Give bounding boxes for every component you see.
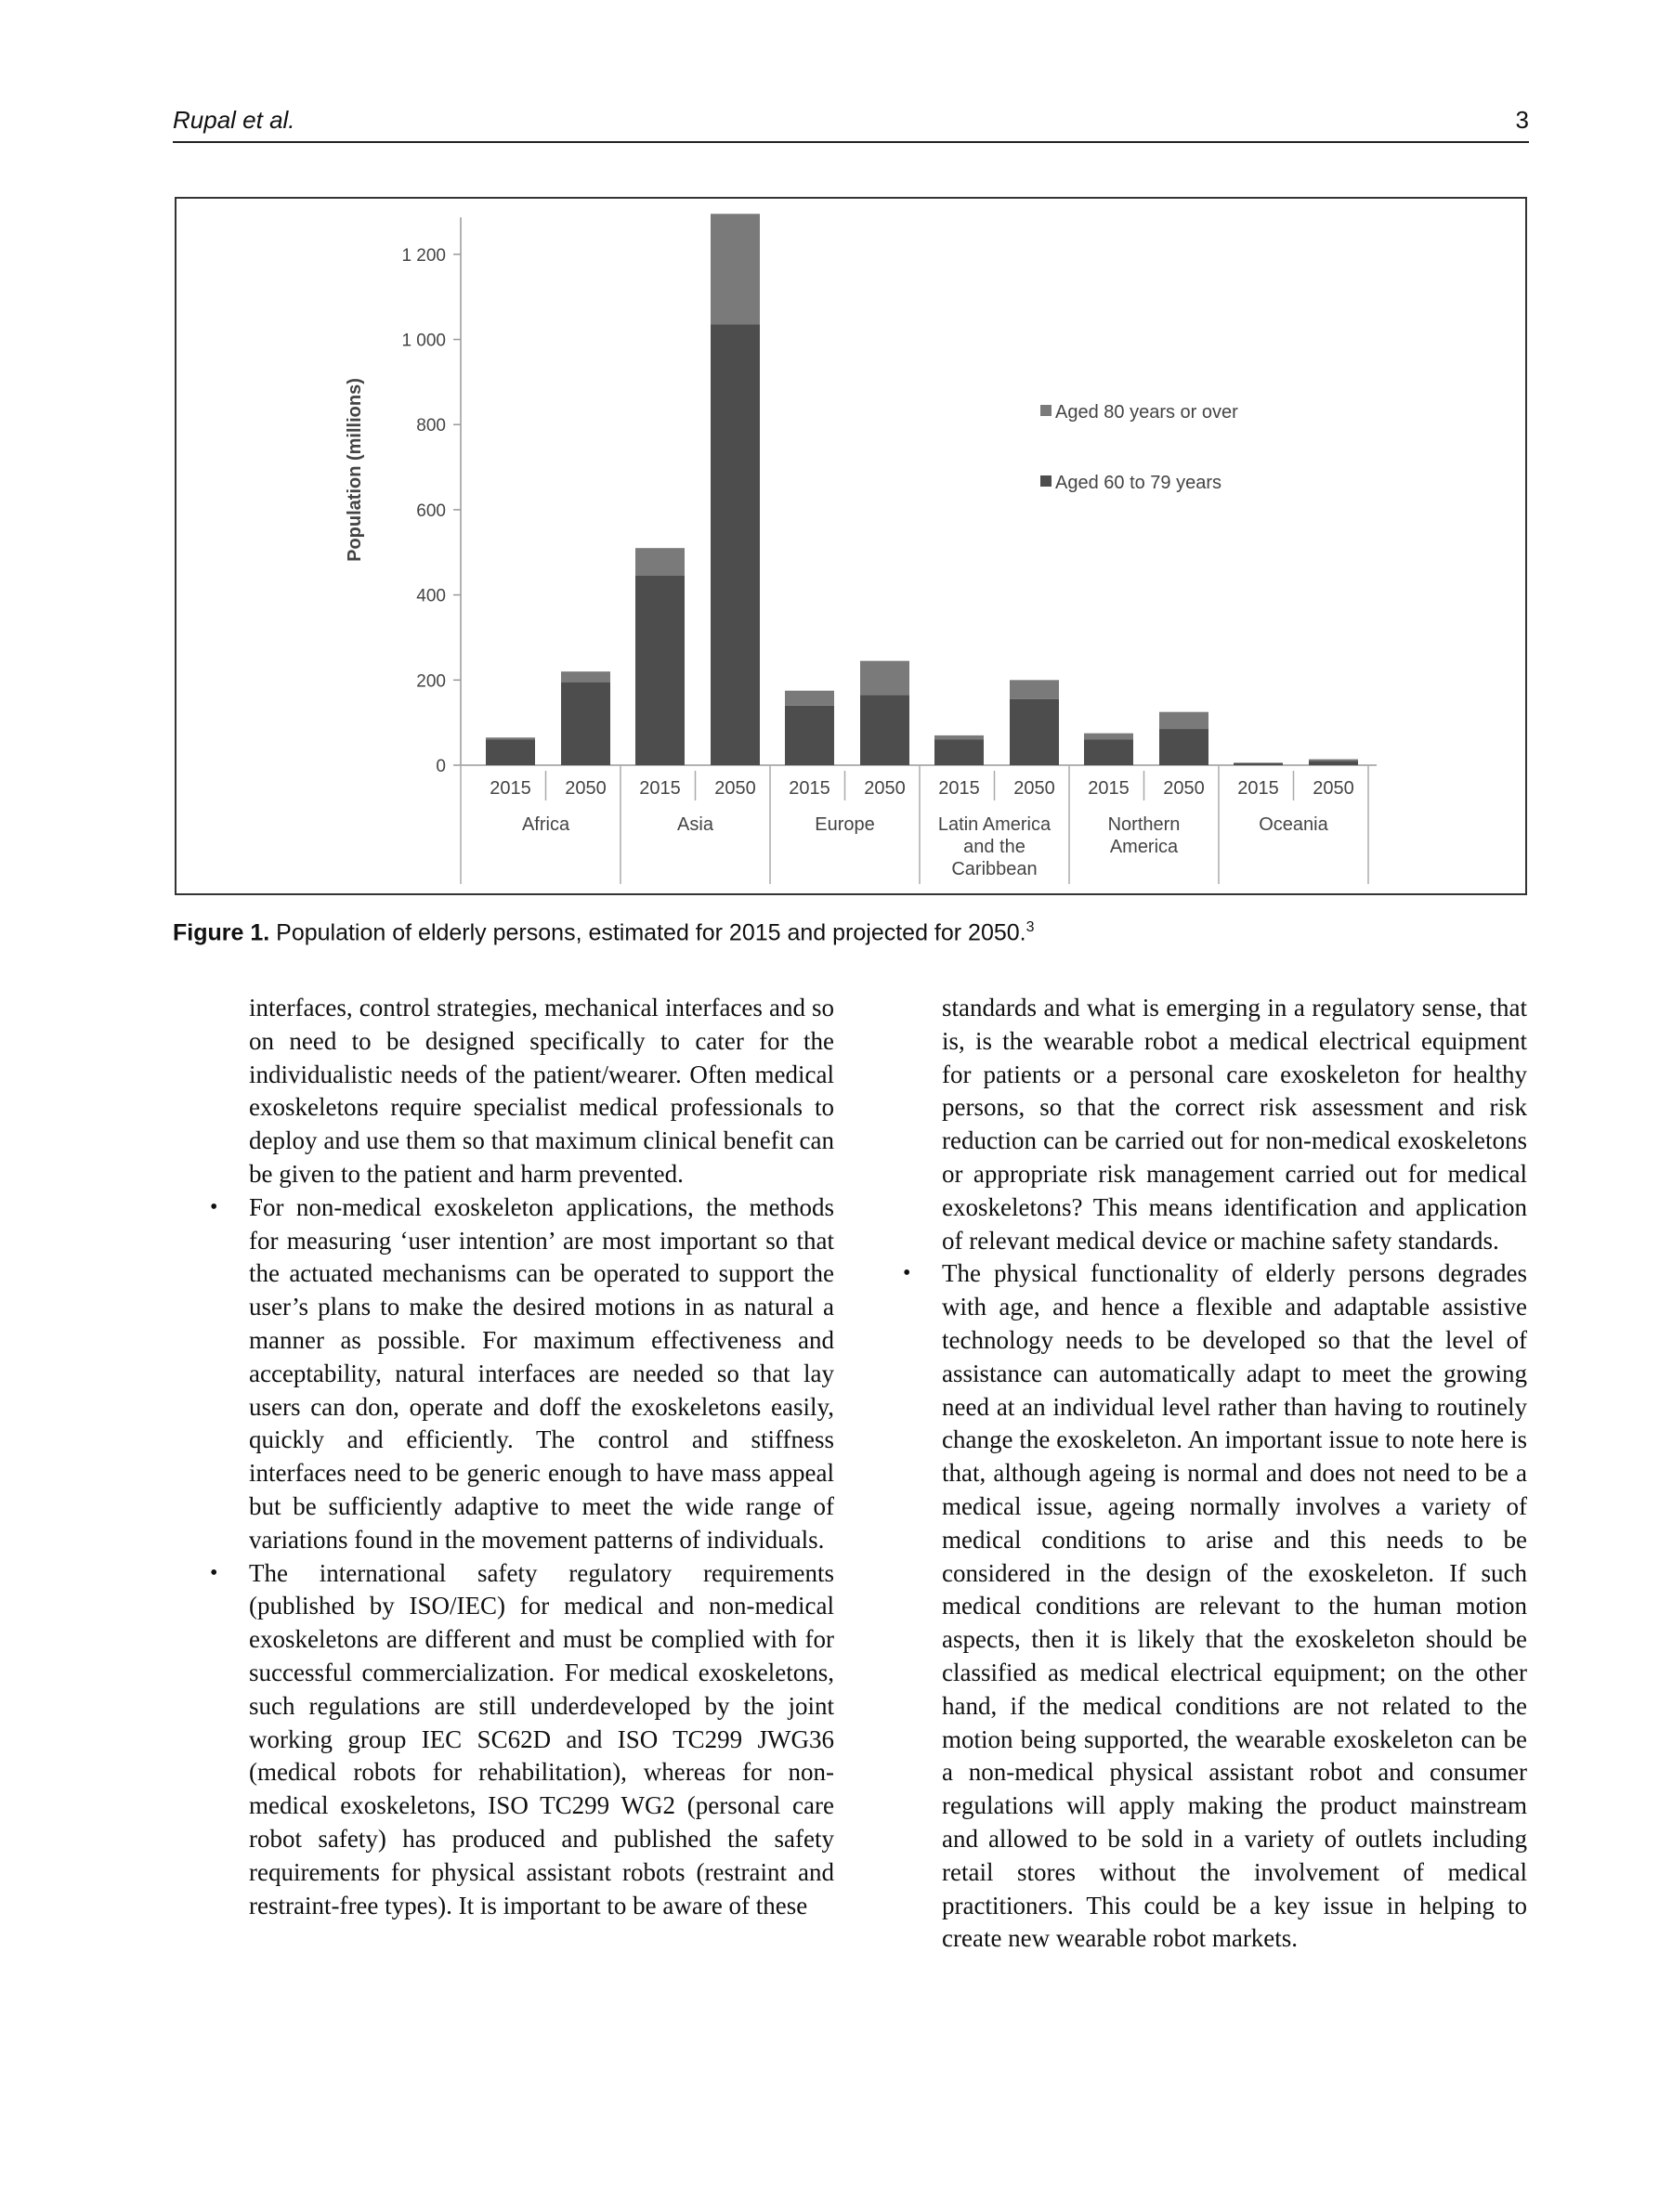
x-tick-label-year: 2015 [490,778,531,799]
x-tick-label-year: 2050 [714,778,756,799]
bar-aged-80-years-or-over [934,735,984,740]
y-tick-label: 200 [416,671,446,692]
bar-aged-80-years-or-over [635,548,685,576]
x-tick-label-year: 2015 [789,778,830,799]
left-intro-paragraph: interfaces, control strategies, mechanical interfaces and so on need to be designed specifically to cater for the individualistic needs of the patient/wearer. Often medical exoskeletons require specialist medical professionals to deploy and use them so that maximum clinical benefit can be given to the patient and harm prevented. [249,994,834,1188]
bar-aged-60-to-79-years [934,739,984,765]
legend-entry: Aged 80 years or over [1055,402,1238,423]
page-number: 3 [1515,106,1529,134]
population-chart [176,199,1525,893]
y-tick-label: 0 [436,757,446,776]
right-bullet-1: • The physical functionality of elderly persons degrades with age, and hence a flexible and adaptable assistive technology needs to be developed so that the level of assistance can automatically adapt to meet the growing need at an individual level rather than having to routinely change the exoskeleton. An important issue to note here is that, although ageing is normal and does not need to be a medical issue, ageing normally involves a variety of medical conditions to arise and this needs to be considered in the design of the exoskeleton. If such medical conditions are relevant to the human motion aspects, then it is likely that the exoskeleton should be classified as medical electrical equipment; on the other hand, if the medical conditions are not related to the motion being supported, the wearable exoskeleton can be a non-medical physical assistant robot and consumer regulations will apply making the product mainstream and allowed to be sold in a variety of outlets including retail stores without the involvement of medical practitioners. This could be a key issue in helping to create new wearable robot markets. [942,1257,1527,1956]
figure-caption [173,919,1035,946]
x-group-label: and the [963,837,1025,857]
x-tick-label-year: 2015 [1237,778,1279,799]
bar-aged-60-to-79-years [561,683,610,765]
bar-aged-80-years-or-over [1159,712,1208,729]
bar-aged-60-to-79-years [486,739,535,765]
figure-caption-label: Figure 1. [173,919,270,946]
bar-aged-80-years-or-over [785,691,834,706]
bar-aged-80-years-or-over [1084,734,1133,740]
x-tick-label-year: 2015 [938,778,980,799]
bar-aged-60-to-79-years [1084,739,1133,765]
bar-aged-60-to-79-years [635,576,685,765]
running-header [173,104,1529,143]
left-bullet-list [249,1191,834,1923]
bar-aged-80-years-or-over [711,214,760,324]
figure-caption-text: Population of elderly persons, estimated for 2015 and projected for 2050. [276,919,1026,946]
x-group-label: Asia [677,814,713,835]
left-column [249,992,834,1922]
x-group-label: Latin America [937,814,1052,835]
y-tick-label: 1 200 [401,245,446,266]
legend-entry: Aged 60 to 79 years [1055,473,1222,493]
x-group-label: Caribbean [951,859,1038,879]
left-bullet-2: • The international safety regulatory requirements (published by ISO/IEC) for medical and non-medical exoskeletons are different and must be complied with for successful commercialization. For medical exoskeletons, such regulations are still underdeveloped by the joint working group IEC SC62D and ISO TC299 JWG36 (medical robots for rehabilitation), whereas for non-medical exoskeletons, ISO TC299 WG2 (personal care robot safety) has produced and published the safety requirements for physical assistant robots (restraint and restraint-free types). It is important to be aware of these [249,1557,834,1923]
left-bullet-1: • For non-medical exoskeleton applications, the methods for measuring ‘user intention’ are most important so that the actuated mechanisms can be operated to support the user’s plans to make the desired motions in as natural a manner as possible. For maximum effectiveness and acceptability, natural interfaces are needed so that lay users can don, operate and doff the exoskeletons easily, quickly and efficiently. The control and stiffness interfaces need to be generic enough to have mass appeal but be sufficiently adaptive to meet the wide range of variations found in the movement patterns of individuals. [249,1191,834,1557]
x-tick-label-year: 2050 [565,778,607,799]
x-tick-label-year: 2050 [1163,778,1205,799]
bar-aged-60-to-79-years [711,324,760,765]
x-tick-label-year: 2050 [864,778,906,799]
bar-aged-60-to-79-years [785,706,834,765]
x-group-label: America [1109,837,1179,857]
x-group-label: Northern [1107,814,1181,835]
x-tick-label-year: 2015 [1088,778,1130,799]
y-axis-label: Population (millions) [345,378,365,562]
x-group-label: Africa [521,814,570,835]
right-intro-paragraph: standards and what is emerging in a regulatory sense, that is, is the wearable robot a medical electrical equipment for patients or a personal care exoskeleton for healthy persons, so that the correct risk assessment and risk reduction can be carried out for non-medical exoskeletons or appropriate risk management carried out for medical exoskeletons? This means identification and application of relevant medical device or machine safety standards. [942,994,1527,1255]
bar-aged-60-to-79-years [1234,763,1283,765]
bar-aged-60-to-79-years [1159,729,1208,765]
bar-aged-80-years-or-over [1010,680,1059,699]
x-group-label: Oceania [1259,814,1328,835]
x-tick-label-year: 2050 [1313,778,1354,799]
y-tick-label: 400 [416,586,446,606]
legend-swatch [1040,475,1052,487]
bar-aged-60-to-79-years [860,695,909,765]
right-column [942,992,1527,1956]
bar-aged-60-to-79-years [1309,761,1358,765]
figure-1 [175,197,1527,895]
running-header-authors: Rupal et al. [173,106,295,134]
legend-swatch [1040,405,1052,416]
bar-aged-80-years-or-over [561,671,610,682]
right-bullet-list [942,1257,1527,1956]
x-group-label: Europe [815,814,875,835]
figure-caption-reference: 3 [1025,919,1035,935]
y-tick-label: 600 [416,501,446,521]
y-tick-label: 1 000 [401,331,446,351]
x-tick-label-year: 2050 [1013,778,1055,799]
bar-aged-80-years-or-over [486,737,535,739]
bar-aged-60-to-79-years [1010,699,1059,765]
bar-aged-80-years-or-over [1309,760,1358,761]
y-tick-label: 800 [416,416,446,436]
x-tick-label-year: 2015 [639,778,681,799]
bar-aged-80-years-or-over [860,661,909,696]
